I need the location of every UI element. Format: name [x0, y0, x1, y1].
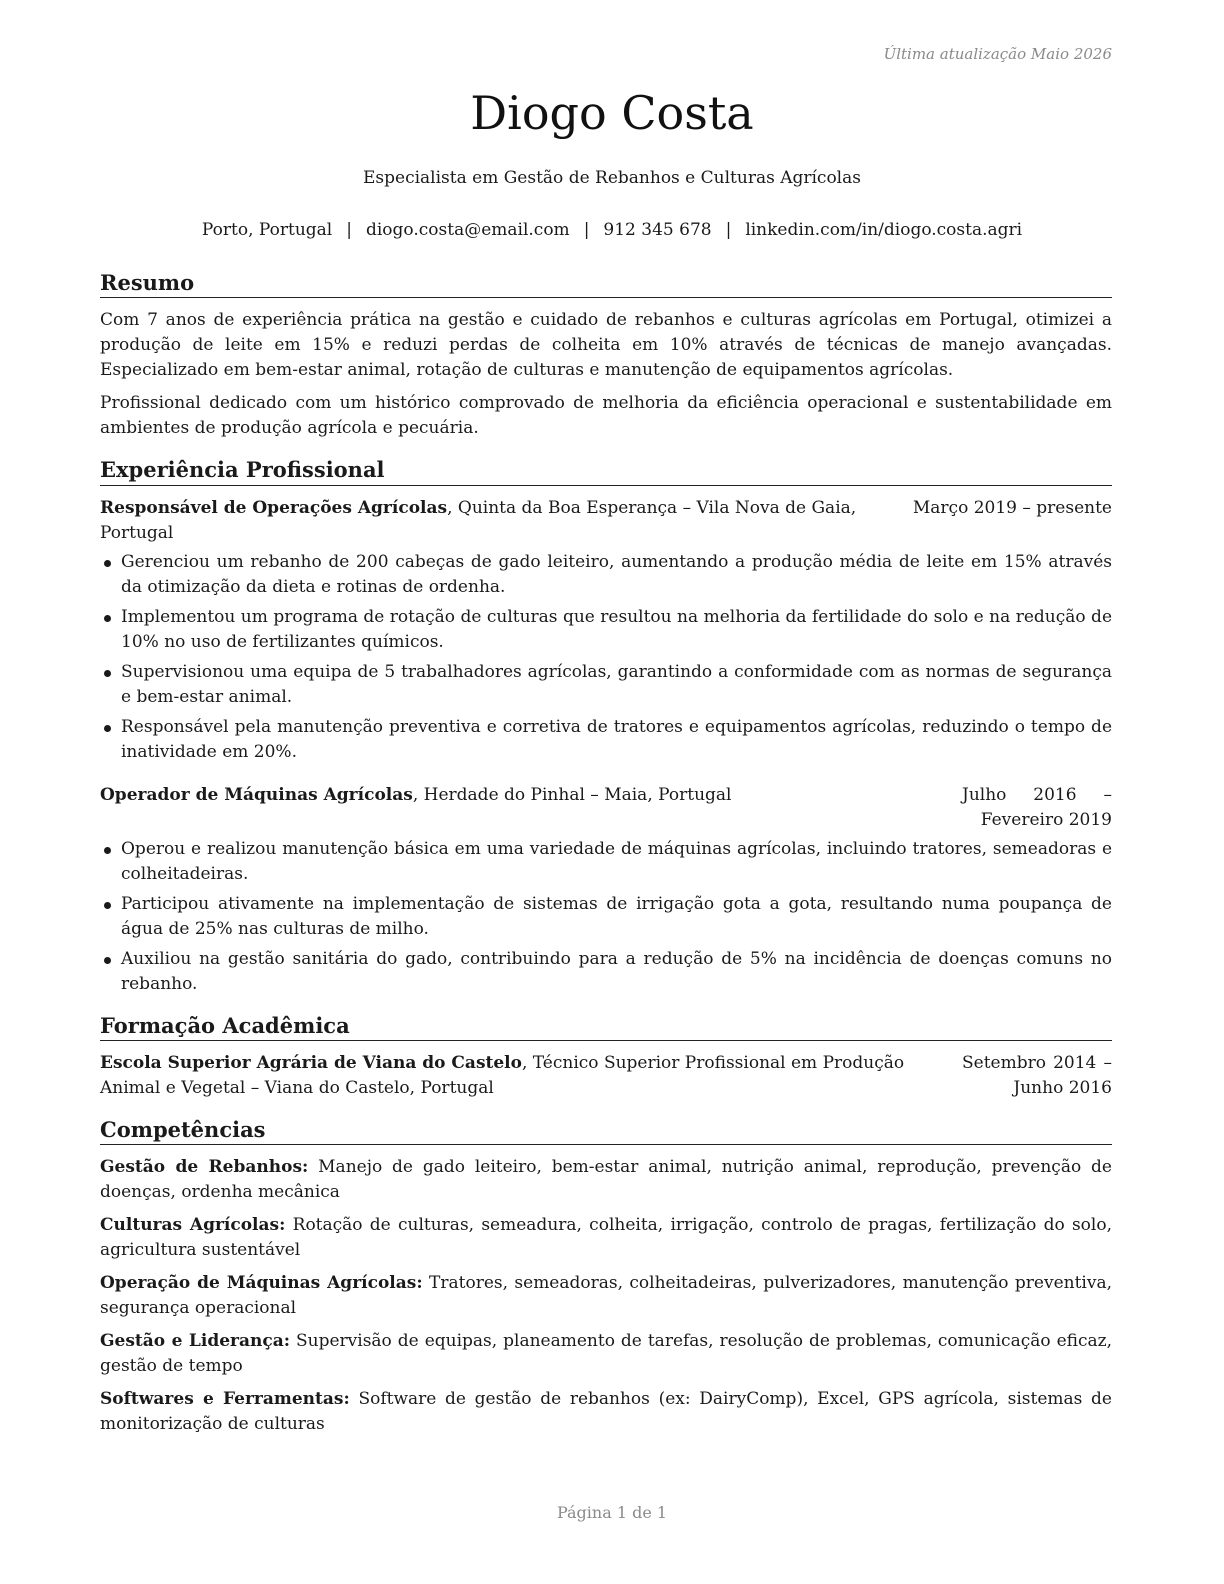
job-role: Operador de Máquinas Agrícolas — [100, 784, 413, 805]
skill-text: Software de gestão de rebanhos (ex: DairyComp), Excel, GPS agrícola, sistemas de monitorização de culturas — [100, 1389, 1112, 1434]
contact-separator: | — [725, 220, 732, 240]
skill-label: Gestão e Liderança: — [100, 1331, 291, 1351]
skill-item — [100, 1213, 1112, 1263]
contact-location: Porto, Portugal — [201, 220, 333, 240]
contact-linkedin[interactable]: linkedin.com/in/diogo.costa.agri — [745, 220, 1023, 240]
job-header — [100, 783, 1112, 833]
list-item: Implementou um programa de rotação de culturas que resultou na melhoria da fertilidade do solo e na redução de 10% no uso de fertilizantes químicos. — [100, 605, 1112, 655]
job-entry — [100, 783, 1112, 997]
job-title-line — [100, 783, 890, 833]
job-dates: Março 2019 – presente — [912, 497, 1112, 518]
skill-label: Softwares e Ferramentas: — [100, 1389, 350, 1409]
contact-line — [0, 220, 1224, 240]
skill-item — [100, 1387, 1112, 1437]
list-item: Auxiliou na gestão sanitária do gado, contribuindo para a redução de 5% na incidência de doenças comuns no rebanho. — [100, 947, 1112, 997]
job-title-line — [100, 496, 890, 546]
page-number: Página 1 de 1 — [556, 1503, 668, 1522]
summary-paragraph: Profissional dedicado com um histórico comprovado de melhoria da eficiência operacional e sustentabilidade em ambientes de produção agrícola e pecuária. — [100, 393, 1112, 439]
skill-label: Operação de Máquinas Agrícolas: — [100, 1273, 423, 1293]
job-place: , Quinta da Boa Esperança – Vila Nova de Gaia, Portugal — [100, 497, 857, 543]
experience-section — [100, 457, 1112, 996]
skill-text: Supervisão de equipas, planeamento de tarefas, resolução de problemas, comunicação eficaz, gestão de tempo — [100, 1331, 1112, 1376]
contact-email[interactable]: diogo.costa@email.com — [365, 220, 570, 240]
job-subtitle: Especialista em Gestão de Rebanhos e Culturas Agrícolas — [363, 168, 861, 188]
education-entry — [100, 1051, 1112, 1101]
education-dates: Setembro 2014 – Junho 2016 — [962, 1052, 1112, 1098]
summary-section — [100, 270, 1112, 441]
section-title-summary: Resumo — [100, 270, 1112, 298]
skill-text: Tratores, semeadoras, colheitadeiras, pulverizadores, manutenção preventiva, segurança operacional — [100, 1273, 1112, 1318]
section-title-skills: Competências — [100, 1117, 1112, 1145]
candidate-name: Diogo Costa — [470, 86, 754, 140]
skill-item — [100, 1329, 1112, 1379]
list-item: Operou e realizou manutenção básica em uma variedade de máquinas agrícolas, incluindo tratores, semeadoras e colheitadeiras. — [100, 837, 1112, 887]
skill-item — [100, 1271, 1112, 1321]
resume-content — [100, 270, 1112, 1453]
section-title-experience: Experiência Profissional — [100, 457, 1112, 485]
education-school: Escola Superior Agrária de Viana do Castelo — [100, 1052, 522, 1073]
list-item: Gerenciou um rebanho de 200 cabeças de gado leiteiro, aumentando a produção média de leite em 15% através da otimização da dieta e rotinas de ordenha. — [100, 550, 1112, 600]
list-item: Participou ativamente na implementação de sistemas de irrigação gota a gota, resultando numa poupança de água de 25% nas culturas de milho. — [100, 892, 1112, 942]
job-entry — [100, 496, 1112, 765]
education-detail: , Técnico Superior Profissional em Produção Animal e Vegetal – Viana do Castelo, Portugal — [100, 1052, 905, 1098]
list-item: Responsável pela manutenção preventiva e corretiva de tratores e equipamentos agrícolas, reduzindo o tempo de inatividade em 20%. — [100, 715, 1112, 765]
list-item: Supervisionou uma equipa de 5 trabalhadores agrícolas, garantindo a conformidade com as normas de segurança e bem-estar animal. — [100, 660, 1112, 710]
skills-section — [100, 1117, 1112, 1437]
summary-paragraph: Com 7 anos de experiência prática na gestão e cuidado de rebanhos e culturas agrícolas em Portugal, otimizei a produção de leite em 15% e reduzi perdas de colheita em 10% através de técnicas de manejo avançadas. Especializado em bem-estar animal, rotação de culturas e manutenção de equipamentos agrícolas. — [100, 310, 1112, 381]
education-title-line — [100, 1051, 960, 1101]
job-role: Responsável de Operações Agrícolas — [100, 497, 448, 518]
skill-label: Gestão de Rebanhos: — [100, 1157, 309, 1177]
contact-phone: 912 345 678 — [603, 220, 712, 240]
contact-separator: | — [583, 220, 590, 240]
skill-text: Manejo de gado leiteiro, bem-estar animal, nutrição animal, reprodução, prevenção de doenças, ordenha mecânica — [100, 1157, 1112, 1202]
job-header — [100, 496, 1112, 546]
skill-item — [100, 1155, 1112, 1205]
skill-label: Culturas Agrícolas: — [100, 1215, 286, 1235]
job-dates: Julho 2016 – Fevereiro 2019 — [962, 784, 1112, 830]
education-section — [100, 1013, 1112, 1101]
job-bullets — [100, 837, 1112, 997]
last-updated: Última atualização Maio 2026 — [883, 45, 1112, 63]
contact-separator: | — [346, 220, 352, 240]
job-place: , Herdade do Pinhal – Maia, Portugal — [412, 784, 732, 805]
skill-text: Rotação de culturas, semeadura, colheita, irrigação, controlo de pragas, fertilização do solo, agricultura sustentável — [100, 1215, 1112, 1260]
job-bullets — [100, 550, 1112, 765]
section-title-education: Formação Acadêmica — [100, 1013, 1112, 1041]
